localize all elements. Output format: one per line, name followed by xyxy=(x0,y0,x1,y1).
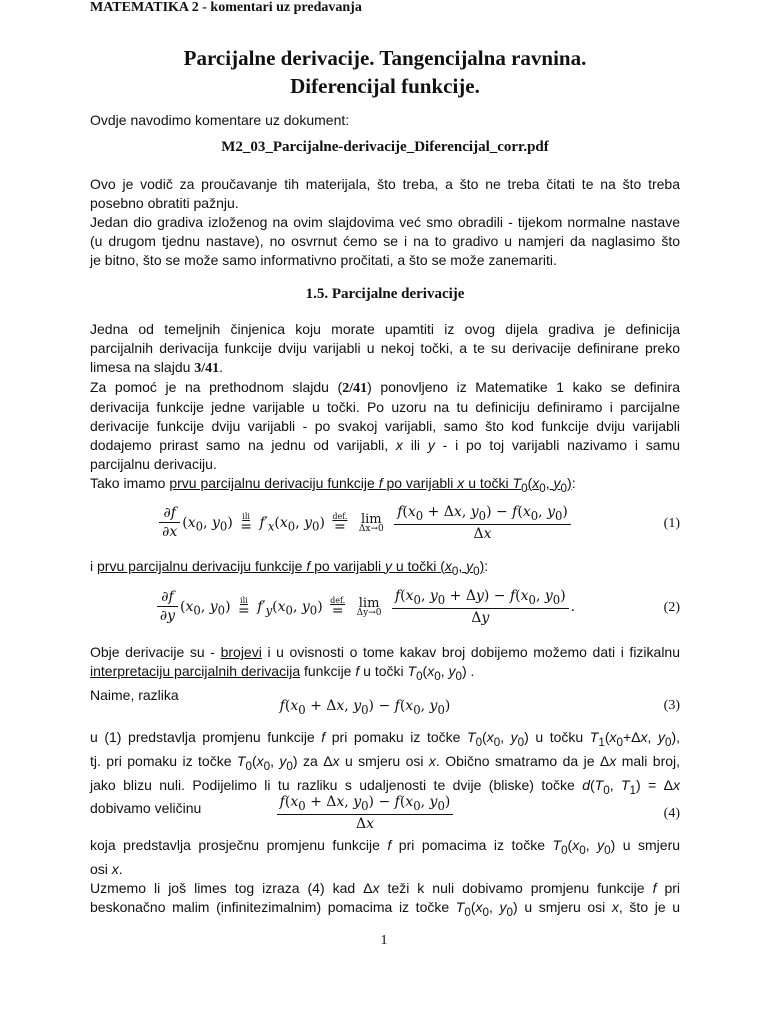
diff-text: u smjeru osi xyxy=(344,752,424,769)
guide-line: (u drugom tjednu nastave), no osvrnut ćemo se i na to gradivo u namjeri da naglasimo što xyxy=(90,233,680,249)
equation-4-number: (4) xyxy=(663,806,680,821)
slide-ref-2-41: 2/41 xyxy=(342,381,368,396)
avg-text: beskonačno malim (infinitezimalnim) pomacima iz točke xyxy=(90,898,450,915)
diff-line: tj. pri pomaku iz točke $T_0(x_0$, $y_0$) za Δx u smjeru osi x. Obično smatramo da je Δx mali broj, xyxy=(90,752,681,773)
interp-text: funkcije xyxy=(304,663,352,679)
avg-text: u smjeru xyxy=(622,837,681,853)
eq2-lim-sub: Δy→0 xyxy=(356,607,382,618)
def-line: Jedna od temeljnih činjenica koju morate upamtiti iz ovog dijela gradiva je definicija xyxy=(90,321,680,337)
equation-4 xyxy=(90,794,680,838)
intro-paragraph xyxy=(90,111,680,130)
def-line: dodajemo prirast samo na jednu od varijabli, x ili y - i po toj varijabli nazivamo i samu xyxy=(90,437,681,453)
equation-3-number: (3) xyxy=(663,698,680,713)
interp-underlined: brojevi xyxy=(220,644,262,660)
section-heading: 1.5. Parcijalne derivacije xyxy=(305,286,465,302)
sd-underlined: prvu parcijalnu derivaciju funkcije xyxy=(97,558,303,574)
def-line: derivacija funkcije jedne varijable u točki. Po uzoru na tu definiciju definiramo i parcijalne xyxy=(90,399,680,415)
sd-text: u točki xyxy=(395,558,437,574)
average-change-paragraph xyxy=(90,836,680,922)
diff-text: pri pomaku iz točke xyxy=(331,729,461,745)
equation-3 xyxy=(90,698,680,720)
intro-text: Ovdje navodimo komentare uz dokument: xyxy=(90,112,350,128)
guide-line: posebno obratiti pažnju. xyxy=(90,195,239,211)
diff-text: u (1) predstavlja promjenu funkcije xyxy=(90,729,315,745)
avg-line: Uzmemo li još limes tog izraza (4) kad Δx teži k nuli dobivamo promjenu funkcije f pri xyxy=(90,879,681,896)
equation-1-body: $\frac{\partial f}{\partial x}$ ($x_0$, $y_0$) ili = $f'_x(x_0$, $y_0$) def. = lim Δx→0 $\frac{f(x_0 + \Delta x, y_0) - f(x_0, y_0)}{\Delta x}$ xyxy=(90,504,640,542)
guide-line: Ovo je vodič za proučavanje tih materijala, što treba, a što ne treba čitati te na što treba xyxy=(90,176,680,192)
diff-line: u (1) predstavlja promjenu funkcije f pri pomaku iz točke $T_0(x_0$, $y_0$) u točku $T_1(x_0+\Delta x$, $y_0$), xyxy=(90,729,681,749)
slide-ref-3-41: 3/41 xyxy=(194,361,220,376)
eq1-ili: ili xyxy=(242,511,250,521)
interpretation-paragraph xyxy=(90,643,680,705)
sd-text: po varijabli xyxy=(314,558,382,574)
title-line-1: Parcijalne derivacije. Tangencijalna ravnina. xyxy=(183,46,587,70)
equation-4-body: $\frac{f(x_0 + \Delta x, y_0) - f(x_0, y_0)}{\Delta x}$ xyxy=(90,794,640,832)
def-line xyxy=(90,378,680,398)
eq2-ili: ili xyxy=(240,595,248,605)
interp-underlined: interpretaciju parcijalnih derivacija xyxy=(90,663,301,679)
def-text: ) ponovljeno iz Matematike 1 kako se definira xyxy=(367,379,680,395)
def-text: ili xyxy=(410,437,421,453)
def-underlined: prvu parcijalnu derivaciju funkcije xyxy=(169,475,375,491)
avg-text: teži k nuli dobivamo promjenu funkcije xyxy=(387,879,645,896)
eq2-def: def. xyxy=(330,595,346,605)
avg-text: osi xyxy=(90,860,108,877)
document-title xyxy=(90,44,680,100)
avg-text: pri xyxy=(664,879,681,896)
document-filename: M2_03_Parcijalne-derivacije_Diferencijal_corr.pdf xyxy=(221,139,549,155)
interp-text: Obje derivacije su - xyxy=(90,644,215,660)
avg-text: Uzmemo li još limes tog izraza (4) kad xyxy=(90,879,356,896)
guide-line: Jedan dio gradiva izloženog na ovim slajdovima već smo obradili - tijekom normalne nastave xyxy=(90,214,680,230)
diff-text: za xyxy=(302,752,318,769)
diff-text: mali broj, xyxy=(621,752,681,769)
def-text: - i po toj varijabli nazivamo i samu xyxy=(442,437,681,453)
def-text: po varijabli xyxy=(386,475,454,491)
second-derivative-line xyxy=(90,557,680,581)
diff-text: jako blizu nuli. Podijelimo li tu razliku s udaljenosti te dvije (bliske) točke xyxy=(90,776,575,793)
equation-1-number: (1) xyxy=(663,516,680,531)
avg-line: osi x. xyxy=(90,860,123,877)
def-slide-text: limesa na slajdu xyxy=(90,359,191,375)
second-derivative-text: i prvu parcijalnu derivaciju funkcije f po varijabli y u točki ($x_0$, $y_0$): xyxy=(90,558,489,578)
def-text: u točki xyxy=(468,475,509,491)
interp-line xyxy=(90,643,680,662)
eq2-lim: lim xyxy=(358,595,380,611)
def-text: Tako imamo xyxy=(90,475,166,491)
interp-line: interpretaciju parcijalnih derivacija funkcije f u točki $T_0(x_0$, $y_0$) . xyxy=(90,663,475,683)
avg-text: u smjeru osi xyxy=(524,898,606,915)
guide-paragraph xyxy=(90,175,680,270)
avg-line: koja predstavlja prosječnu promjenu funkcije f pri pomacima iz točke $T_0(x_0$, $y_0$) u smjeru xyxy=(90,837,681,857)
definition-paragraph xyxy=(90,320,680,498)
avg-line: beskonačno malim (infinitezimalnim) pomacima iz točke $T_0(x_0$, $y_0$) u smjeru osi x, što je u xyxy=(90,898,681,919)
avg-text: pri pomacima iz točke xyxy=(398,837,545,853)
avg-text: koja predstavlja prosječnu promjenu funkcije xyxy=(90,837,380,853)
def-line: parcijalnih derivacija funkcije dviju varijabli u nekoj točki, a te su derivacije definirane preko xyxy=(90,340,680,356)
equation-2-body: $\frac{\partial f}{\partial y}$ ($x_0$, $y_0$) ili = $f'_y(x_0$, $y_0$) def. = lim Δy→0 $\frac{f(x_0, y_0 + \Delta y) - f(x_0, y_0)}{\Delta y}$ . xyxy=(90,588,640,626)
diff-text: tj. pri pomaku iz točke xyxy=(90,752,232,769)
diff-text: . Obično smatramo da je xyxy=(435,752,595,769)
equation-3-body: $f(x_0 + \Delta x$, $y_0) - f(x_0$, $y_0$) xyxy=(279,698,451,717)
diff-line: jako blizu nuli. Podijelimo li tu razliku s udaljenosti te dvije (bliske) točke $d(T_0$, $T_1) = \Delta x$ xyxy=(90,776,681,797)
interp-text: i u ovisnosti o tome kakav broj dobijemo možemo dati i fizikalnu xyxy=(267,644,681,660)
eq1-lim: lim xyxy=(360,511,382,527)
def-line: parcijalnu derivaciju. xyxy=(90,456,217,472)
running-head: MATEMATIKA 2 - komentari uz predavanja xyxy=(90,0,362,15)
interp-text: u točki xyxy=(363,663,404,679)
equation-1 xyxy=(90,504,680,548)
def-line: limesa na slajdu 3/41. xyxy=(90,359,224,376)
interp-line: Naime, razlika xyxy=(90,686,179,703)
equation-2-number: (2) xyxy=(663,600,680,615)
guide-line: je bitno, što se može samo informativno pročitati, a što se može zanemariti. xyxy=(90,252,557,268)
diff-text: u točku xyxy=(535,729,584,745)
avg-text: , što je u xyxy=(618,898,681,915)
def-line: derivacije funkcije dviju varijabli - po svakoj varijabli, samo što kod funkcije dviju varijabli xyxy=(90,418,680,434)
eq1-lim-sub: Δx→0 xyxy=(358,523,384,534)
def-text: dodajemo prirast samo na jednu od varijabli, xyxy=(90,437,389,453)
equation-2 xyxy=(90,588,680,632)
sd-text: i xyxy=(90,558,94,574)
def-text: Za pomoć je na prethodnom slajdu ( xyxy=(90,379,343,395)
page-number: 1 xyxy=(380,933,388,948)
title-line-2: Diferencijal funkcije. xyxy=(290,74,480,98)
eq1-def: def. xyxy=(332,511,348,521)
diff-line: dobivamo veličinu xyxy=(90,800,202,817)
def-line: Tako imamo prvu parcijalnu derivaciju funkcije f po varijabli x u točki $T_0(x_0$, $y_0$): xyxy=(90,475,576,495)
